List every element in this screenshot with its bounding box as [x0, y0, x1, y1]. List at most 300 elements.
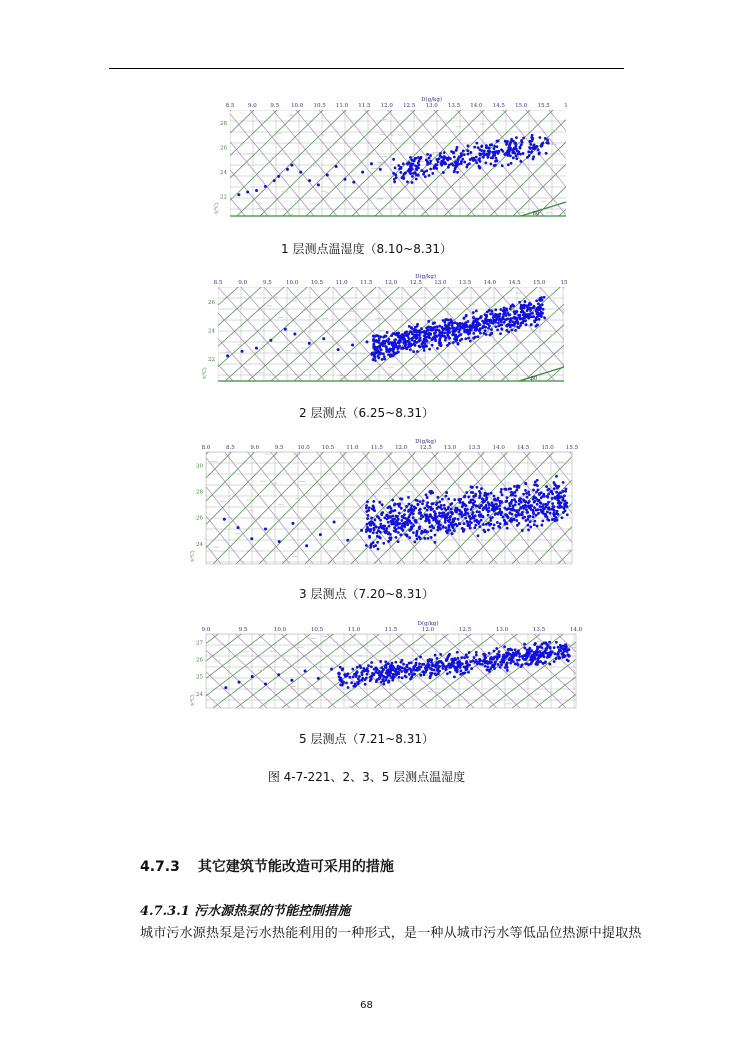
data-point: [530, 508, 533, 511]
page-number: 68: [360, 1000, 373, 1011]
data-point: [372, 335, 375, 338]
y-tick-label: 25: [196, 674, 203, 681]
grid-green-diagonal: [351, 594, 501, 708]
grid-purple-diagonal: [285, 594, 405, 708]
grid-purple-diagonal: [182, 247, 302, 381]
grid-purple-diagonal: [642, 247, 733, 381]
data-point: [493, 667, 496, 670]
data-point: [534, 642, 537, 645]
x-tick-label: 10.5: [321, 445, 335, 451]
data-point: [551, 497, 554, 500]
data-point: [420, 169, 423, 172]
grid-purple-diagonal: [561, 594, 681, 708]
data-point: [420, 530, 423, 533]
data-point: [405, 676, 408, 679]
data-point: [491, 664, 494, 667]
chart-floor-2: [198, 275, 570, 387]
data-point: [537, 512, 540, 515]
data-point: [392, 510, 395, 513]
data-point: [466, 163, 469, 166]
data-point: [441, 667, 444, 670]
data-point: [555, 657, 558, 660]
data-point: [463, 317, 466, 320]
data-point: [514, 145, 517, 148]
data-point: [420, 514, 423, 517]
grid-green-diagonal: [213, 412, 363, 564]
grid-purple-diagonal: [262, 594, 382, 708]
grid-green-diagonal: [167, 594, 317, 708]
data-point: [513, 509, 516, 512]
data-point: [351, 668, 354, 671]
data-point: [539, 307, 542, 310]
data-point: [507, 331, 510, 334]
data-point: [479, 495, 482, 498]
grid-green-diagonal: [121, 594, 271, 708]
data-point: [472, 332, 475, 335]
data-point: [399, 171, 402, 174]
data-point: [403, 509, 406, 512]
data-point: [379, 168, 382, 171]
data-point: [511, 328, 514, 331]
data-point: [431, 172, 434, 175]
data-point: [477, 324, 480, 327]
data-point: [466, 149, 469, 152]
data-point: [223, 518, 226, 521]
data-point: [442, 171, 445, 174]
data-point: [372, 358, 375, 361]
data-point: [537, 302, 540, 305]
data-point: [552, 505, 555, 508]
data-point: [475, 654, 478, 657]
x-tick-label: 10.0: [291, 103, 304, 109]
data-point: [504, 140, 507, 143]
data-point: [490, 310, 493, 313]
data-point: [415, 337, 418, 340]
x-tick-label: 8.5: [225, 103, 235, 109]
data-point: [516, 524, 519, 527]
data-point: [399, 533, 402, 536]
data-point: [466, 512, 469, 515]
data-point: [418, 159, 421, 162]
data-point: [405, 520, 408, 523]
y-tick-label: 30: [196, 463, 203, 470]
data-point: [404, 345, 407, 348]
grid-purple-diagonal: [216, 594, 336, 708]
grid-green-diagonal: [167, 412, 317, 564]
data-point: [475, 161, 478, 164]
data-point: [475, 309, 478, 312]
grid-green-diagonal: [581, 412, 731, 564]
data-point: [463, 503, 466, 506]
data-point: [400, 167, 403, 170]
data-point: [373, 509, 376, 512]
data-point: [426, 509, 429, 512]
data-point: [458, 156, 461, 159]
data-point: [526, 308, 529, 311]
data-point: [530, 136, 533, 139]
data-point: [502, 515, 505, 518]
data-point: [440, 515, 443, 518]
data-point: [290, 679, 293, 682]
data-point: [382, 675, 385, 678]
data-point: [476, 520, 479, 523]
data-point: [341, 680, 344, 683]
data-point: [527, 491, 530, 494]
data-point: [397, 164, 400, 167]
grid-green-diagonal: [271, 247, 421, 381]
data-point: [383, 355, 386, 358]
data-point: [317, 677, 320, 680]
data-point: [385, 350, 388, 353]
data-point: [452, 526, 455, 529]
data-point: [536, 499, 539, 502]
data-point: [423, 663, 426, 666]
data-point: [400, 519, 403, 522]
data-point: [438, 670, 441, 673]
grid-purple-diagonal: [124, 412, 244, 564]
data-point: [462, 530, 465, 533]
grid-green-diagonal: [386, 247, 536, 381]
data-point: [506, 522, 509, 525]
data-point: [530, 139, 533, 142]
grid-green-diagonal: [213, 594, 363, 708]
x-tick-label: 1: [564, 103, 568, 109]
data-point: [451, 322, 454, 325]
data-point: [465, 668, 468, 671]
data-point: [356, 670, 359, 673]
data-point: [457, 163, 460, 166]
data-point: [412, 172, 415, 175]
grid-purple-diagonal: [159, 247, 279, 381]
x-tick-label: 14.5: [508, 280, 521, 286]
data-point: [452, 341, 455, 344]
data-point: [326, 174, 329, 177]
data-point: [542, 662, 545, 665]
grid-purple-diagonal: [527, 247, 647, 381]
x-tick-label: 13.0: [495, 627, 509, 633]
data-point: [308, 342, 311, 345]
data-point: [517, 649, 520, 652]
grid-green-diagonal: [673, 594, 733, 708]
data-point: [237, 193, 240, 196]
data-point: [478, 152, 481, 155]
data-point: [494, 164, 497, 167]
data-point: [387, 681, 390, 684]
grid-green-diagonal: [305, 594, 455, 708]
data-point: [490, 328, 493, 331]
data-point: [432, 336, 435, 339]
data-point: [453, 529, 456, 532]
grid-purple-diagonal: [677, 70, 733, 216]
x-tick-label: 13.0: [443, 445, 457, 451]
data-point: [379, 536, 382, 539]
data-point: [541, 303, 544, 306]
data-point: [559, 644, 562, 647]
data-point: [434, 512, 437, 515]
grid-purple-diagonal: [32, 412, 152, 564]
data-point: [488, 670, 491, 673]
data-point: [428, 658, 431, 661]
grid-green-diagonal: [558, 594, 708, 708]
grid-purple-diagonal: [205, 247, 325, 381]
grid-green-diagonal: [156, 247, 306, 381]
data-point: [409, 169, 412, 172]
grid-purple-diagonal: [446, 594, 566, 708]
data-point: [540, 524, 543, 527]
data-point: [527, 663, 530, 666]
data-point: [509, 487, 512, 490]
data-point: [418, 525, 421, 528]
data-point: [481, 320, 484, 323]
data-point: [482, 523, 485, 526]
x-tick-label: 15: [560, 280, 568, 286]
data-point: [394, 333, 397, 336]
data-point: [450, 665, 453, 668]
data-point: [514, 662, 517, 665]
grid-green-diagonal: [6, 412, 156, 564]
data-point: [546, 139, 549, 142]
data-point: [507, 648, 510, 651]
data-point: [522, 654, 525, 657]
grid-purple-diagonal: [423, 594, 543, 708]
data-point: [409, 172, 412, 175]
data-point: [444, 517, 447, 520]
data-point: [525, 508, 528, 511]
grid-purple-diagonal: [538, 412, 658, 564]
data-point: [451, 513, 454, 516]
data-point: [484, 657, 487, 660]
data-point: [400, 176, 403, 179]
data-point: [401, 498, 404, 501]
data-point: [412, 516, 415, 519]
data-point: [420, 517, 423, 520]
grid-green-diagonal: [604, 412, 733, 564]
data-point: [370, 665, 373, 668]
data-point: [479, 332, 482, 335]
data-point: [370, 544, 373, 547]
data-point: [451, 658, 454, 661]
data-point: [534, 480, 537, 483]
data-point: [489, 519, 492, 522]
data-point: [555, 485, 558, 488]
data-point: [438, 334, 441, 337]
grid-purple-diagonal: [10, 70, 130, 216]
data-point: [536, 660, 539, 663]
data-point: [494, 313, 497, 316]
x-tick-label: 13.5: [468, 445, 481, 451]
data-point: [461, 158, 464, 161]
data-point: [434, 541, 437, 544]
data-point: [532, 155, 535, 158]
data-point: [526, 496, 529, 499]
x-tick-label: 8.5: [226, 445, 235, 451]
data-point: [529, 504, 532, 507]
data-point: [430, 492, 433, 495]
x-tick-label: 15.0: [541, 445, 554, 451]
data-point: [418, 334, 421, 337]
grid-purple-diagonal: [44, 247, 164, 381]
data-point: [380, 681, 383, 684]
data-point: [479, 328, 482, 331]
y-tick-label: 27: [196, 640, 203, 647]
data-point: [555, 641, 558, 644]
data-point: [423, 673, 426, 676]
data-point: [499, 332, 502, 335]
grid-purple-diagonal: [515, 412, 635, 564]
data-point: [431, 508, 434, 511]
data-point: [415, 662, 418, 665]
data-point: [413, 673, 416, 676]
data-point: [432, 502, 435, 505]
data-point: [446, 672, 449, 675]
grid-purple-diagonal: [584, 412, 704, 564]
data-point: [521, 141, 524, 144]
data-point: [436, 347, 439, 350]
data-point: [521, 511, 524, 514]
figure-caption: 图 4-7-221、2、3、5 层测点温湿度: [267, 770, 466, 784]
data-point: [411, 175, 414, 178]
data-point: [413, 669, 416, 672]
chart-caption-floor-2: 2 层测点（6.25~8.31）: [299, 406, 434, 420]
x-tick-label: 15.0: [533, 280, 546, 286]
grid-purple-diagonal: [193, 412, 313, 564]
data-point: [435, 519, 438, 522]
grid-green-diagonal: [420, 412, 570, 564]
data-point: [429, 168, 432, 171]
data-point: [416, 499, 419, 502]
data-point: [542, 510, 545, 513]
grid-green-diagonal: [673, 412, 733, 564]
data-point: [376, 349, 379, 352]
grid-green-diagonal: [593, 247, 733, 381]
data-point: [452, 164, 455, 167]
data-point: [547, 501, 550, 504]
data-point: [440, 504, 443, 507]
data-point: [498, 508, 501, 511]
data-point: [462, 149, 465, 152]
x-tick-label: 8.0: [201, 445, 211, 451]
data-point: [278, 540, 281, 543]
data-point: [497, 663, 500, 666]
grid-green-diagonal: [582, 70, 732, 216]
data-point: [557, 506, 560, 509]
data-point: [338, 672, 341, 675]
data-point: [431, 664, 434, 667]
data-point: [448, 516, 451, 519]
data-point: [458, 522, 461, 525]
data-point: [539, 505, 542, 508]
data-point: [370, 162, 373, 165]
data-point: [510, 305, 513, 308]
data-point: [456, 322, 459, 325]
data-point: [421, 502, 424, 505]
data-point: [237, 526, 240, 529]
data-point: [412, 531, 415, 534]
data-point: [433, 321, 436, 324]
data-point: [494, 308, 497, 311]
data-point: [542, 493, 545, 496]
data-point: [493, 506, 496, 509]
data-point: [224, 686, 227, 689]
data-point: [489, 163, 492, 166]
grid-green-diagonal: [236, 594, 386, 708]
data-point: [436, 501, 439, 504]
x-tick-label: 14.0: [483, 280, 496, 286]
y-tick-label: 28: [220, 120, 227, 127]
data-point: [443, 331, 446, 334]
data-point: [526, 314, 529, 317]
data-point: [428, 174, 431, 177]
data-point: [398, 676, 401, 679]
data-point: [540, 653, 543, 656]
data-point: [524, 482, 527, 485]
grid-green-diagonal: [708, 247, 733, 381]
data-point: [499, 313, 502, 316]
data-point: [415, 178, 418, 181]
data-point: [487, 514, 490, 517]
y-axis-label: t(℃): [190, 694, 196, 706]
grid-purple-diagonal: [711, 247, 733, 381]
data-point: [437, 522, 440, 525]
section-number: 4.7.3: [140, 859, 180, 875]
data-point: [436, 507, 439, 510]
data-point: [533, 520, 536, 523]
chart-grid: [0, 247, 733, 381]
data-point: [406, 523, 409, 526]
x-tick-label: 8.5: [213, 280, 223, 286]
data-point: [416, 325, 419, 328]
data-point: [482, 653, 485, 656]
data-point: [384, 531, 387, 534]
y-tick-label: 26: [196, 657, 203, 664]
data-point: [556, 510, 559, 513]
data-point: [408, 536, 411, 539]
subsection-title: 污水源热泵的节能控制措施: [194, 904, 351, 919]
data-point: [457, 657, 460, 660]
data-point: [459, 501, 462, 504]
data-point: [566, 513, 569, 516]
data-point: [430, 529, 433, 532]
data-point: [439, 653, 442, 656]
grid-purple-diagonal: [561, 412, 681, 564]
data-point: [564, 487, 567, 490]
data-point: [376, 340, 379, 343]
data-point: [410, 337, 413, 340]
data-point: [541, 519, 544, 522]
data-point: [499, 666, 502, 669]
chart-floor-1: [198, 98, 570, 222]
data-point: [500, 488, 503, 491]
section-heading: [140, 856, 394, 876]
x-tick-label: 11.5: [384, 627, 398, 633]
data-points: [224, 641, 570, 689]
data-point: [436, 325, 439, 328]
data-point: [464, 337, 467, 340]
data-point: [333, 521, 336, 524]
data-point: [400, 670, 403, 673]
data-point: [366, 526, 369, 529]
data-point: [373, 347, 376, 350]
grid-purple-diagonal: [9, 412, 129, 564]
grid-green-diagonal: [559, 70, 709, 216]
grid-purple-diagonal: [700, 70, 733, 216]
grid-purple-diagonal: [78, 594, 198, 708]
data-point: [402, 162, 405, 165]
data-point: [514, 317, 517, 320]
data-point: [392, 522, 395, 525]
data-point: [479, 504, 482, 507]
x-tick-label: 9.5: [274, 445, 284, 451]
